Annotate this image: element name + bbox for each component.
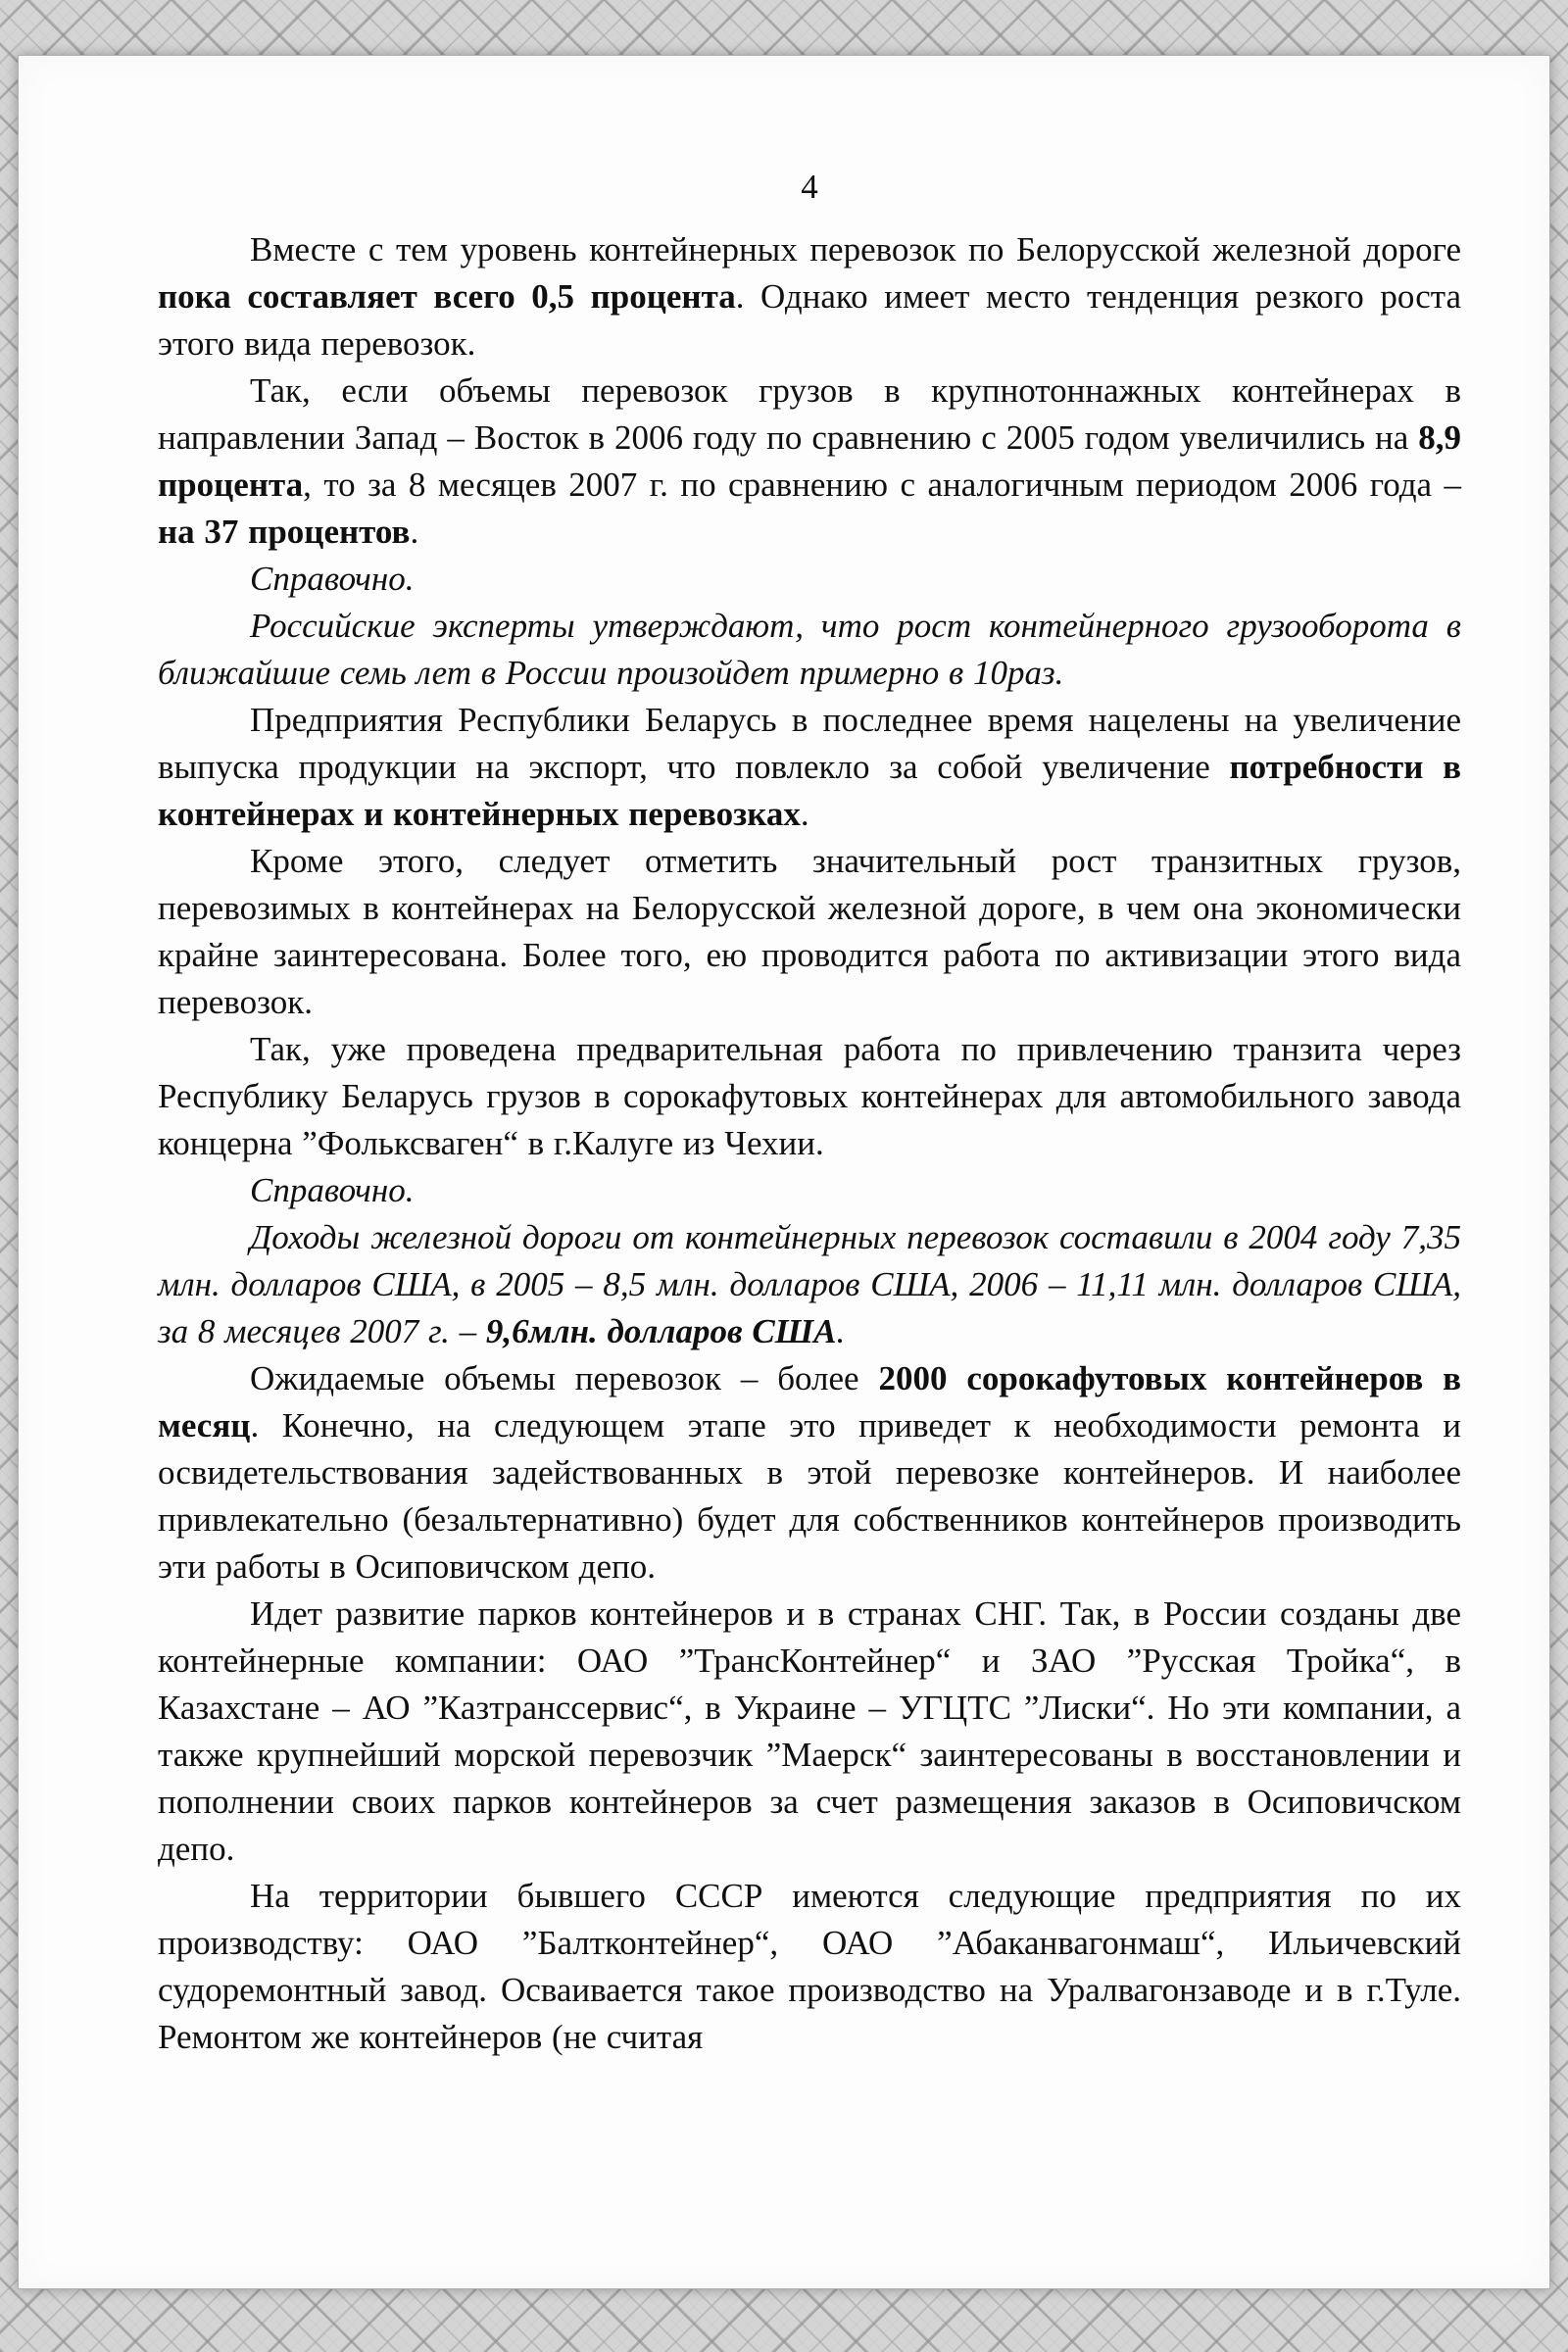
paragraph: [158, 1355, 1461, 1591]
text-run: потребности в контейнерах и контейнерных перевозках: [158, 748, 1461, 833]
text-run: Кроме этого, следует отметить значительный рост транзитных грузов, перевозимых в контейнерах на Белорусской железной дороге, в чем она экономически крайне заинтересована. Более того, ею проводится работа по активизации этого вида перевозок.: [158, 842, 1461, 1021]
text-run: Доходы железной дороги от контейнерных перевозок составили в 2004 году 7,35 млн. долларов США, в 2005 – 8,5 млн. долларов США, 2006 – 11,11 млн. долларов США, за 8 месяцев 2007 г. –: [158, 1218, 1461, 1350]
paragraph: [158, 556, 1461, 603]
page-number: 4: [801, 168, 818, 206]
paragraph: [158, 603, 1461, 697]
paragraph: [158, 368, 1461, 556]
text-run: Так, если объемы перевозок грузов в крупнотоннажных контейнерах в направлении Запад – Восток в 2006 году по сравнению с 2005 годом увеличились на: [158, 371, 1461, 457]
text-run: Идет развитие парков контейнеров и в странах СНГ. Так, в России созданы две контейнерные компании: ОАО ”ТрансКонтейнер“ и ЗАО ”Русская Тройка“, в Казахстане – АО ”Казтранссервис“, в Украине – УГЦТС ”Лиски“. Но эти компании, а также крупнейший морской перевозчик ”Маерск“ заинтересованы в восстановлении и пополнении своих парков контейнеров за счет размещения заказов в Осиповичском депо.: [158, 1594, 1461, 1868]
text-run: . Однако имеет место тенденция резкого роста этого вида перевозок.: [158, 277, 1461, 363]
text-run: 2000 сорокафутовых контейнеров в месяц: [158, 1359, 1461, 1445]
text-run: .: [410, 513, 419, 551]
text-run: Российские эксперты утверждают, что рост контейнерного грузооборота в ближайшие семь лет в России произойдет примерно в 10раз.: [158, 607, 1461, 692]
text-run: Предприятия Республики Беларусь в последнее время нацелены на увеличение выпуска продукции на экспорт, что повлекло за собой увеличение: [158, 701, 1461, 786]
text-run: . Конечно, на следующем этапе это приведет к необходимости ремонта и освидетельствования задействованных в этой перевозке контейнеров. И наиболее привлекательно (безальтернативно) будет для собственников контейнеров производить эти работы в Осиповичском депо.: [158, 1406, 1461, 1586]
document-body: [158, 226, 1461, 2061]
paragraph: [158, 1026, 1461, 1167]
text-run: .: [800, 795, 809, 833]
text-run: Так, уже проведена предварительная работа по привлечению транзита через Республику Беларусь грузов в сорокафутовых контейнерах для автомобильного завода концерна ”Фольксваген“ в г.Калуге из Чехии.: [158, 1030, 1461, 1162]
document-content: [158, 164, 1461, 2061]
text-run: Вместе с тем уровень контейнерных перевозок по Белорусской железной дороге: [250, 230, 1461, 269]
text-run: Ожидаемые объемы перевозок – более: [250, 1359, 879, 1397]
text-run: 8,9 процента: [158, 418, 1461, 504]
text-run: Справочно.: [250, 1171, 415, 1209]
paragraph: [158, 1214, 1461, 1355]
text-run: .: [836, 1312, 846, 1350]
paragraph: [158, 697, 1461, 838]
text-run: на 37 процентов: [158, 513, 411, 551]
paragraph: [158, 838, 1461, 1026]
paragraph: [158, 1873, 1461, 2061]
paragraph: [158, 1591, 1461, 1873]
paragraph: [158, 226, 1461, 368]
text-run: , то за 8 месяцев 2007 г. по сравнению с аналогичным периодом 2006 года –: [303, 466, 1461, 504]
text-run: 9,6млн. долларов США: [485, 1312, 837, 1350]
text-run: пока составляет всего 0,5 процента: [158, 277, 736, 316]
paragraph: [158, 1167, 1461, 1214]
text-run: На территории бывшего СССР имеются следующие предприятия по их производству: ОАО ”Балтконтейнер“, ОАО ”Абаканвагонмаш“, Ильичевский судоремонтный завод. Осваивается такое производство на Уралвагонзаводе и в г.Туле. Ремонтом же контейнеров (не считая: [158, 1877, 1461, 2056]
document-page: [18, 55, 1550, 2289]
text-run: Справочно.: [250, 560, 415, 598]
